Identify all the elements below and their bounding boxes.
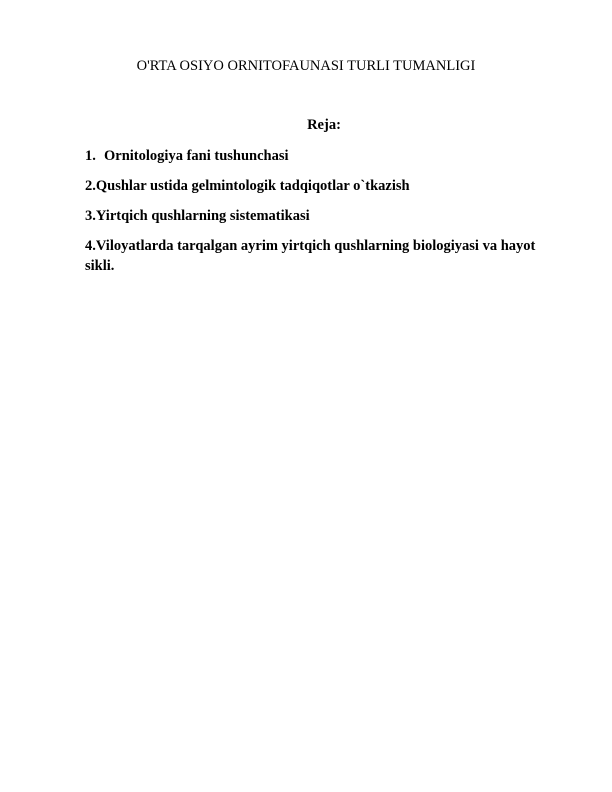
plan-item-number: 2. [85,178,96,194]
plan-item-3 [85,206,555,226]
plan-item-1 [85,146,555,166]
plan-item-4 [85,236,555,276]
plan-item-text: Yirtqich qushlarning sistematikasi [95,208,310,224]
plan-item-text: Qushlar ustida gelmintologik tadqiqotlar o`tkazish [95,178,410,194]
plan-item-text: Ornitologiya fani tushunchasi [104,148,289,164]
plan-item-2 [85,176,555,196]
plan-heading: Reja: [307,117,341,133]
plan-item-number: 1. [85,148,96,164]
plan-item-number: 4. [85,238,96,254]
plan-item-number: 3. [85,208,96,224]
plan-list [85,146,555,286]
plan-item-text: Viloyatlarda tarqalgan ayrim yirtqich qushlarning biologiyasi va hayot sikli. [85,238,536,274]
document-title: O'RTA OSIYO ORNITOFAUNASI TURLI TUMANLIGI [136,58,476,74]
